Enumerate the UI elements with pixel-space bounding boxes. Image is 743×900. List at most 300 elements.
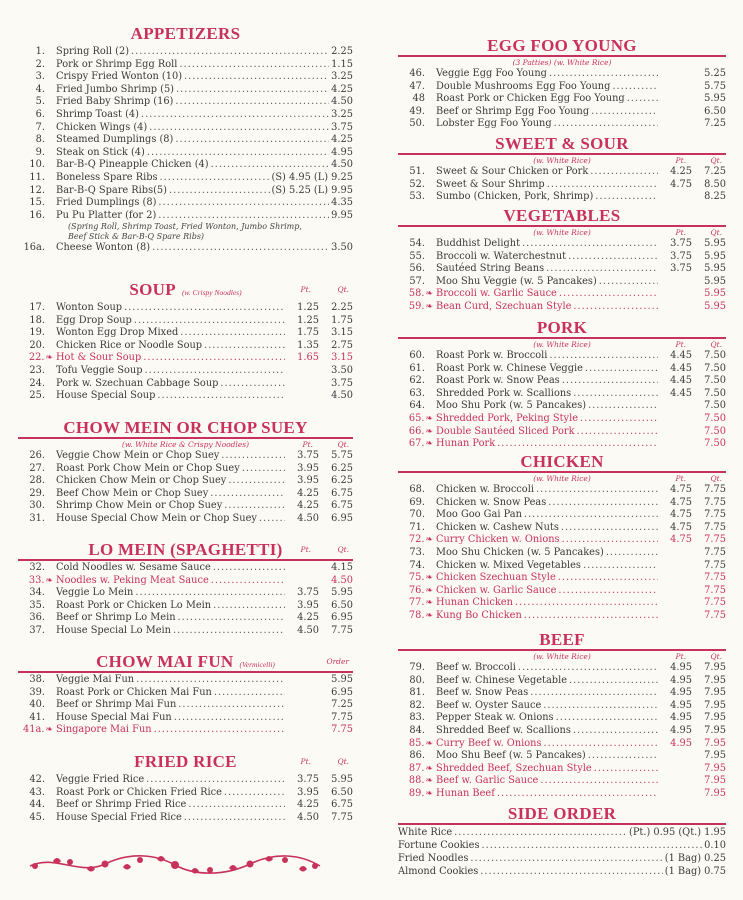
item-name: Sumbo (Chicken, Pork, Shrimp): [436, 191, 594, 203]
item-number: [398, 118, 436, 131]
item-name: Veggie Egg Foo Young: [436, 68, 547, 79]
dot-leader: [548, 497, 658, 510]
pint-price: 4.95: [670, 674, 692, 686]
pint-price: [660, 400, 692, 413]
section-rule: [398, 153, 726, 155]
quart-price: 6.25: [331, 462, 353, 474]
item-number-text: 60.: [409, 350, 425, 361]
pint-price: 3.75: [670, 238, 692, 249]
item-number-text: 22.: [28, 352, 45, 364]
item-number: [18, 84, 56, 97]
quart-price: 6.50: [331, 599, 353, 611]
item-price: (S) 5.25 (L) 9.95: [271, 184, 353, 196]
dot-leader: [606, 547, 658, 560]
dot-leader: [522, 238, 658, 251]
item-name: Beef w. Snow Peas: [436, 687, 529, 699]
quart-price: 7.75: [704, 521, 726, 533]
item-name: Chicken Chow Mein or Chop Suey: [56, 475, 227, 487]
item-name: White Rice: [398, 827, 453, 838]
item-number: [18, 600, 56, 613]
section-appetizers: [18, 24, 353, 255]
item-name: Moo Goo Gai Pan: [436, 509, 522, 521]
quart-price: 7.50: [704, 438, 726, 450]
item-name: Sweet & Sour Shrimp: [436, 178, 545, 190]
item-number: [18, 699, 56, 712]
pint-price: [660, 68, 692, 81]
menu-item: [398, 572, 726, 585]
dot-leader: [594, 763, 658, 776]
menu-item: [398, 68, 726, 81]
section-rule: [398, 649, 726, 651]
item-name: Veggie Lo Mein: [56, 587, 134, 599]
item-name: Fried Jumbo Shrimp (5): [56, 83, 174, 95]
section-chow-mein: [18, 418, 353, 526]
pint-price: 3.95: [297, 462, 319, 474]
item-number: [18, 340, 56, 353]
dot-leader: [152, 242, 329, 255]
quart-price: 5.95: [704, 93, 726, 105]
item-number-text: 45.: [29, 811, 45, 823]
item-price: 4.50: [331, 159, 353, 171]
item-number: [398, 288, 436, 301]
item-number: [398, 301, 436, 314]
item-number-text: 15.: [29, 197, 45, 209]
item-number: [18, 625, 56, 638]
item-price: 0.10: [704, 840, 726, 851]
item-name: Fried Noodles: [398, 853, 469, 864]
dot-leader: [497, 438, 658, 451]
dot-leader: [546, 263, 658, 276]
section-note: (w. White Rice & Crispy Noodles): [121, 440, 250, 449]
menu-item: [398, 675, 726, 688]
item-number: [18, 365, 56, 378]
item-number: [18, 210, 56, 223]
menu-item: [398, 750, 726, 763]
item-number-text: 36.: [29, 612, 45, 624]
hot-pepper-icon: ❧: [425, 585, 433, 596]
item-name: Shrimp Toast (4): [56, 108, 139, 120]
dot-leader: [134, 315, 285, 328]
pint-price: [660, 547, 692, 560]
hot-pepper-icon: ❧: [425, 426, 433, 437]
item-number-text: 87.: [408, 762, 425, 774]
pint-price: 4.25: [297, 487, 319, 499]
quart-price: 7.95: [704, 762, 726, 774]
item-name: Pork or Shrimp Egg Roll: [56, 58, 178, 70]
dot-leader: [544, 738, 658, 751]
item-name: House Special Lo Mein: [56, 624, 171, 636]
item-name: Beef w. Garlic Sauce: [436, 775, 539, 787]
item-number: [18, 712, 56, 725]
item-number: [398, 68, 436, 81]
item-number: [398, 788, 436, 801]
item-name: Beef Chow Mein or Chop Suey: [56, 487, 209, 499]
menu-item: [18, 562, 353, 575]
pint-price: 3.75: [297, 587, 319, 599]
pint-price: 1.25: [297, 314, 319, 326]
item-price: 3.75: [331, 121, 353, 133]
menu-item: [18, 122, 353, 135]
item-price: (1 Bag) 0.25: [664, 853, 726, 864]
dot-leader: [160, 172, 270, 185]
quart-header: Qt.: [710, 652, 722, 661]
dot-leader: [135, 587, 285, 600]
dot-leader: [497, 788, 658, 801]
item-name: Pork w. Szechuan Cabbage Soup: [56, 377, 219, 389]
pint-price: [660, 788, 692, 801]
pint-price: 3.95: [297, 599, 319, 611]
pint-price: [660, 413, 692, 426]
item-number-text: 89.: [408, 787, 425, 799]
item-name: Roast Pork Chow Mein or Chop Suey: [56, 462, 240, 474]
quart-price: 3.15: [331, 352, 353, 364]
dot-leader: [174, 712, 285, 725]
item-number-text: 69.: [409, 496, 425, 508]
item-name: Fried Baby Shrimp (16): [56, 96, 174, 108]
menu-item: [398, 725, 726, 738]
item-number-text: 57.: [409, 275, 425, 287]
menu-item: [18, 625, 353, 638]
item-price: 4.25: [331, 134, 353, 146]
menu-item: [398, 251, 726, 264]
item-number-text: 75.: [408, 572, 425, 584]
hot-pepper-icon: ❧: [45, 575, 53, 586]
menu-item: [18, 712, 353, 725]
dot-leader: [524, 610, 658, 623]
item-price: 9.95: [331, 209, 353, 221]
dot-leader: [141, 109, 329, 122]
item-name: Broccoli w. Garlic Sauce: [436, 288, 557, 300]
item-number: [398, 547, 436, 560]
side-order-item: [398, 865, 726, 878]
section-vegetables: [398, 206, 726, 314]
section-subheader: [398, 474, 726, 484]
quart-price: 1.75: [331, 314, 353, 326]
item-name: Beef w. Chinese Vegetable: [436, 674, 567, 686]
menu-item: [398, 375, 726, 388]
dot-leader: [158, 210, 329, 223]
item-price: 4.50: [331, 96, 353, 108]
item-name: Cold Noodles w. Sesame Sauce: [56, 562, 211, 573]
item-number: [398, 400, 436, 413]
item-number: [398, 497, 436, 510]
item-number: [398, 509, 436, 522]
pint-price: [660, 301, 692, 314]
quart-price: 7.50: [704, 425, 726, 437]
item-name: Chicken w. Garlic Sauce: [436, 584, 557, 596]
quart-price: 2.25: [331, 302, 353, 313]
item-name: Hunan Pork: [436, 438, 496, 450]
item-number-text: 40.: [29, 699, 45, 711]
pint-price: 4.25: [297, 500, 319, 512]
pint-price: 4.45: [670, 350, 692, 361]
pint-price: 4.50: [297, 624, 319, 636]
item-number-text: 47.: [409, 80, 425, 92]
dot-leader: [211, 575, 285, 588]
item-name: Sweet & Sour Chicken or Pork: [436, 166, 589, 177]
dot-leader: [573, 725, 658, 738]
dot-leader: [224, 500, 285, 513]
item-name: Double Mushrooms Egg Foo Young: [436, 80, 611, 92]
hot-pepper-icon: ❧: [425, 413, 433, 424]
item-description: (Spring Roll, Shrimp Toast, Fried Wonton, Jumbo Shrimp, Beef Stick & Bar-B-Q Spare Ribs): [68, 222, 302, 242]
item-number: [18, 147, 56, 160]
quart-price: 6.95: [331, 612, 353, 624]
section-egg-foo-young: [398, 36, 726, 131]
item-name: Moo Shu Beef (w. 5 Pancakes): [436, 750, 586, 762]
section-title: [398, 318, 726, 338]
item-name: Curry Chicken w. Onions: [436, 534, 560, 546]
item-name: Hunan Beef: [436, 787, 495, 799]
item-name: Spring Roll (2): [56, 46, 130, 57]
menu-item: [18, 96, 353, 109]
item-number-text: 43.: [29, 786, 45, 798]
item-number-text: 34.: [29, 587, 45, 599]
pint-price: [660, 763, 692, 776]
quart-price: 7.75: [704, 546, 726, 558]
item-name: Veggie Chow Mein or Chop Suey: [56, 450, 220, 461]
item-name: Shredded Pork, Peking Style: [436, 412, 578, 424]
dot-leader: [259, 513, 285, 526]
item-number-text: 53.: [409, 191, 425, 203]
pint-price: 4.45: [670, 387, 692, 399]
section-subheader: [398, 652, 726, 662]
pint-price: [287, 687, 319, 700]
item-number-text: 62.: [409, 375, 425, 387]
section-rule: [398, 337, 726, 339]
item-number: [398, 700, 436, 713]
item-number-text: 32.: [29, 562, 45, 573]
item-name: Broccoli w. Waterchestnut: [436, 250, 567, 262]
menu-item: [398, 560, 726, 573]
pint-price: 4.75: [670, 484, 692, 495]
quart-price: 7.95: [704, 687, 726, 699]
item-number-text: 52.: [409, 178, 425, 190]
dot-leader: [157, 390, 285, 403]
item-number-text: 55.: [409, 250, 425, 262]
quart-header: Qt.: [337, 545, 349, 554]
item-name: Shredded Beef, Szechuan Style: [436, 762, 592, 774]
item-number-text: 41.: [29, 711, 45, 723]
quart-price: 5.95: [331, 774, 353, 785]
dot-leader: [180, 327, 285, 340]
pint-price: [287, 674, 319, 687]
dot-leader: [558, 585, 658, 598]
quart-price: 7.95: [704, 662, 726, 673]
menu-item: [398, 484, 726, 497]
side-order-item: [398, 826, 726, 839]
item-name: Beef w. Oyster Sauce: [436, 699, 542, 711]
quart-price: 7.95: [704, 787, 726, 799]
item-number-text: 73.: [409, 546, 425, 558]
section-title-text: LO MEIN (SPAGHETTI): [88, 540, 283, 559]
item-number: [398, 484, 436, 497]
section-title-text: EGG FOO YOUNG: [487, 36, 637, 55]
item-name: Fortune Cookies: [398, 840, 480, 851]
menu-item: [398, 106, 726, 119]
item-number-text: 71.: [409, 521, 425, 533]
pint-price: [287, 390, 319, 403]
item-number-text: 39.: [29, 686, 45, 698]
dot-leader: [228, 475, 285, 488]
item-number: [18, 500, 56, 513]
section-title-text: VEGETABLES: [503, 206, 621, 225]
pint-price: 4.25: [297, 799, 319, 811]
menu-item: [18, 210, 353, 223]
section-title-text: BEEF: [539, 630, 585, 649]
dot-leader: [536, 484, 658, 497]
menu-item: [18, 185, 353, 198]
hot-pepper-icon: ❧: [45, 353, 53, 364]
menu-item: [398, 238, 726, 251]
dot-leader: [173, 625, 285, 638]
dot-leader: [562, 375, 658, 388]
item-number-text: 2.: [35, 58, 45, 70]
item-number-text: 63.: [409, 387, 425, 399]
item-number: [398, 687, 436, 700]
pint-price: [660, 560, 692, 573]
item-name: Bar-B-Q Pineapple Chicken (4): [56, 159, 209, 171]
item-number: [398, 763, 436, 776]
pint-price: 4.95: [670, 724, 692, 736]
item-name: Chicken w. Broccoli: [436, 484, 534, 495]
item-number: [18, 315, 56, 328]
section-rule: [398, 471, 726, 473]
pint-price: 1.65: [297, 352, 319, 364]
pint-price: 4.95: [670, 699, 692, 711]
quart-price: 5.75: [331, 450, 353, 461]
pint-price: 4.25: [297, 612, 319, 624]
section-fried-rice: [18, 752, 353, 824]
section-subheader: [398, 156, 726, 166]
pint-price: 3.95: [297, 786, 319, 798]
menu-item: [18, 774, 353, 787]
item-name: Lobster Egg Foo Young: [436, 118, 552, 130]
pint-price: 4.75: [670, 496, 692, 508]
pint-price: [660, 426, 692, 439]
quart-price: 7.75: [704, 484, 726, 495]
section-rule: [18, 559, 353, 561]
pint-price: 1.35: [297, 339, 319, 351]
menu-item: [398, 775, 726, 788]
item-number-text: 78.: [408, 609, 425, 621]
item-number-text: 31.: [29, 512, 45, 524]
dot-leader: [454, 826, 627, 839]
menu-item: [398, 263, 726, 276]
item-name: Singapore Mai Fun: [56, 724, 152, 736]
item-name: Roast Pork w. Broccoli: [436, 350, 548, 361]
item-name: Curry Beef w. Onions: [436, 737, 542, 749]
item-number: [18, 787, 56, 800]
item-number-text: 28.: [29, 475, 45, 487]
item-number: [398, 438, 436, 451]
quart-header: Order: [326, 657, 349, 666]
quart-price: 6.25: [331, 475, 353, 487]
pint-price: [660, 276, 692, 289]
section-note: (3 Patties) (w. White Rice): [512, 58, 612, 67]
quart-price: 4.15: [331, 562, 353, 573]
hot-pepper-icon: ❧: [425, 439, 433, 450]
item-number: [398, 363, 436, 376]
pint-price: [287, 724, 319, 737]
item-number: [18, 71, 56, 84]
item-name: Cheese Wonton (8): [56, 242, 151, 254]
quart-price: 6.75: [331, 799, 353, 811]
menu-item: [398, 81, 726, 94]
quart-price: 4.50: [331, 574, 353, 586]
quart-price: 7.95: [704, 674, 726, 686]
hot-pepper-icon: ❧: [425, 573, 433, 584]
quart-price: 5.95: [704, 250, 726, 262]
hot-pepper-icon: ❧: [45, 725, 53, 736]
item-price: 3.25: [331, 108, 353, 120]
item-number-text: 54.: [409, 238, 425, 249]
pint-price: [287, 365, 319, 378]
quart-price: 3.50: [331, 364, 353, 376]
pint-price: [660, 750, 692, 763]
item-number: [398, 560, 436, 573]
dot-leader: [242, 463, 285, 476]
menu-item: [398, 118, 726, 131]
quart-price: 7.95: [704, 724, 726, 736]
menu-item: [398, 738, 726, 751]
hot-pepper-icon: ❧: [425, 763, 433, 774]
quart-price: 7.95: [704, 750, 726, 762]
pint-header: Pt.: [300, 757, 311, 766]
pint-price: [287, 562, 319, 575]
pint-price: 4.75: [670, 521, 692, 533]
side-order-item: [398, 852, 726, 865]
menu-item: [398, 712, 726, 725]
menu-item: [398, 585, 726, 598]
section-title-text: APPETIZERS: [130, 24, 241, 43]
menu-item: [18, 575, 353, 588]
menu-item: [18, 84, 353, 97]
pint-price: [287, 712, 319, 725]
item-number-text: 67.: [408, 438, 425, 450]
menu-item: [18, 587, 353, 600]
item-number-text: 68.: [409, 484, 425, 495]
item-name: Almond Cookies: [398, 866, 479, 877]
dot-leader: [588, 750, 658, 763]
menu-item: [398, 438, 726, 451]
side-order-item: [398, 839, 726, 852]
item-name: Roast Pork or Chicken Fried Rice: [56, 786, 222, 798]
item-number: [18, 185, 56, 198]
item-name: Boneless Spare Ribs: [56, 171, 158, 183]
item-number: [398, 81, 436, 94]
item-name: Chicken w. Cashew Nuts: [436, 521, 559, 533]
dot-leader: [154, 724, 285, 737]
dot-leader: [482, 839, 703, 852]
item-number-text: 25.: [29, 390, 45, 402]
item-price: 4.35: [331, 197, 353, 209]
item-name: Hunan Chicken: [436, 597, 513, 609]
item-number-text: 9.: [35, 146, 45, 158]
dot-leader: [569, 675, 658, 688]
item-number: [18, 159, 56, 172]
dot-leader: [540, 775, 658, 788]
menu-item: [18, 59, 353, 72]
dot-leader: [549, 350, 658, 363]
item-number: [18, 575, 56, 588]
menu-item: [398, 288, 726, 301]
section-note: (w. White Rice): [533, 474, 591, 483]
section-pork: [398, 318, 726, 451]
item-number: [398, 166, 436, 179]
section-title: [398, 630, 726, 650]
item-number: [18, 812, 56, 825]
